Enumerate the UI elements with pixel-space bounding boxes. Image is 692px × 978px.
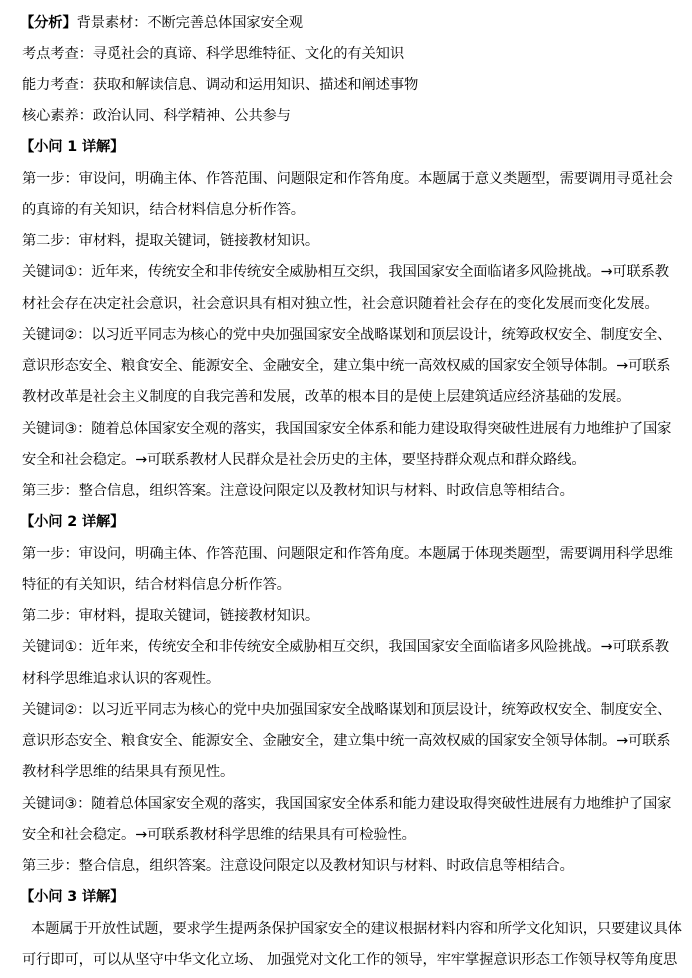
- q1-step2: 第二步：审材料，提取关键词，链接教材知识。: [22, 233, 320, 249]
- q2-step1-line1: 第一步：审设问，明确主体、作答范围、问题限定和作答角度。本题属于体现类题型，需要调用科学思维: [22, 546, 673, 562]
- q1-keyword1-line2: 材社会存在决定社会意识，社会意识具有相对独立性，社会意识随着社会存在的变化发展而变化发展。: [22, 296, 659, 312]
- q2-keyword2-line3: 教材科学思维的结果具有预见性。: [22, 764, 235, 780]
- q2-keyword1-line1: 关键词①：近年来，传统安全和非传统安全威胁相互交织，我国国家安全面临诸多风险挑战。→可联系教: [22, 639, 669, 655]
- q2-keyword2-line1: 关键词②：以习近平同志为核心的党中央加强国家安全战略谋划和顶层设计，统筹政权安全、制度安全、: [22, 702, 672, 718]
- analysis-line: [20, 13, 303, 33]
- q2-step1-line2: 特征的有关知识，结合材料信息分析作答。: [22, 577, 291, 593]
- q2-keyword3-line2: 安全和社会稳定。→可联系教材科学思维的结果具有可检验性。: [22, 827, 416, 843]
- q2-heading: 【小问 2 详解】: [20, 514, 125, 530]
- q1-step3: 第三步：整合信息，组织答案。注意设问限定以及教材知识与材料、时政信息等相结合。: [22, 483, 574, 499]
- q1-keyword3-line1: 关键词③：随着总体国家安全观的落实，我国国家安全体系和能力建设取得突破性进展有力地维护了国家: [22, 421, 672, 437]
- q1-heading: 【小问 1 详解】: [20, 139, 125, 155]
- q1-keyword2-line2: 意识形态安全、粮食安全、能源安全、金融安全，建立集中统一高效权威的国家安全领导体制。→可联系: [22, 358, 671, 374]
- q1-keyword1-line1: 关键词①：近年来，传统安全和非传统安全威胁相互交织，我国国家安全面临诸多风险挑战。→可联系教: [22, 264, 669, 280]
- q1-step1-line1: 第一步：审设问，明确主体、作答范围、问题限定和作答角度。本题属于意义类题型，需要调用寻觅社会: [22, 171, 673, 187]
- q3-paragraph-line1: 本题属于开放性试题，要求学生提两条保护国家安全的建议根据材料内容和所学文化知识，只要建议具体: [31, 921, 682, 937]
- q1-keyword2-line1: 关键词②：以习近平同志为核心的党中央加强国家安全战略谋划和顶层设计，统筹政权安全、制度安全、: [22, 327, 672, 343]
- analysis-label: 【分析】: [20, 15, 77, 31]
- q2-keyword1-line2: 材科学思维追求认识的客观性。: [22, 671, 221, 687]
- q2-keyword2-line2: 意识形态安全、粮食安全、能源安全、金融安全，建立集中统一高效权威的国家安全领导体制。→可联系: [22, 733, 671, 749]
- q1-keyword2-line3: 教材改革是社会主义制度的自我完善和发展，改革的根本目的是使上层建筑适应经济基础的发展。: [22, 389, 631, 405]
- analysis-background: 背景素材：不断完善总体国家安全观: [76, 15, 303, 31]
- knowledge-line: 考点考查：寻觅社会的真谛、科学思维特征、文化的有关知识: [22, 46, 404, 62]
- literacy-line: 核心素养：政治认同、科学精神、公共参与: [22, 108, 291, 124]
- ability-line: 能力考查：获取和解读信息、调动和运用知识、描述和阐述事物: [22, 77, 419, 93]
- q1-keyword3-line2: 安全和社会稳定。→可联系教材人民群众是社会历史的主体，要坚持群众观点和群众路线。: [22, 452, 586, 468]
- q2-keyword3-line1: 关键词③：随着总体国家安全观的落实，我国国家安全体系和能力建设取得突破性进展有力地维护了国家: [22, 796, 672, 812]
- q2-step3: 第三步：整合信息，组织答案。注意设问限定以及教材知识与材料、时政信息等相结合。: [22, 858, 574, 874]
- q2-step2: 第二步：审材料，提取关键词，链接教材知识。: [22, 608, 320, 624]
- q3-paragraph-line2: 可行即可，可以从坚守中华文化立场、 加强党对文化工作的领导，牢牢掌握意识形态工作领导权等角度思: [22, 952, 678, 968]
- q3-heading: 【小问 3 详解】: [20, 889, 125, 905]
- q1-step1-line2: 的真谛的有关知识，结合材料信息分析作答。: [22, 202, 305, 218]
